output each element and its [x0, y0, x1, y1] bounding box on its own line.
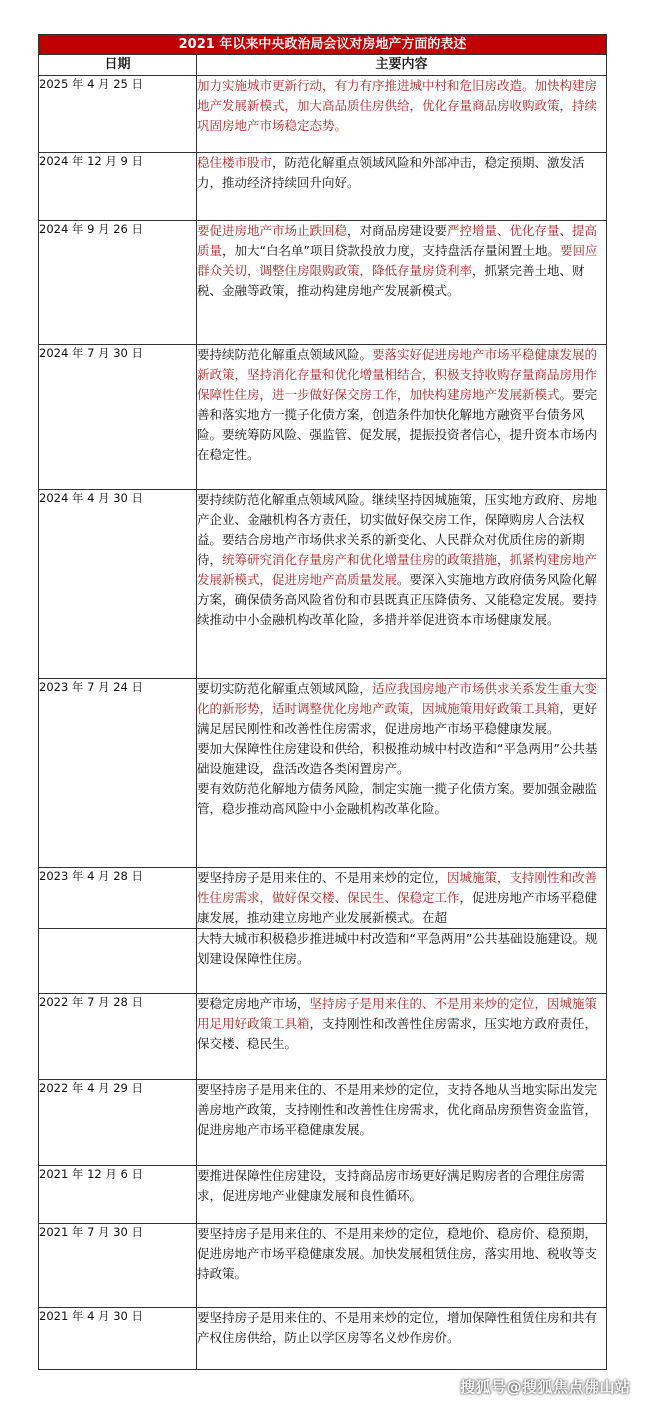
highlighted-text: 要回应群众关切，调整住房限购政策，降低存量房贷利率	[197, 243, 598, 278]
row-content	[197, 221, 607, 345]
highlighted-text: 加力实施城市更新行动，有力有序推进城中村和危旧房改造。加快构建房地产发展新模式，加大高品质住房供给，优化存量商品房收购政策，持续巩固房地产市场稳定态势。	[197, 78, 598, 133]
highlighted-text: 坚持房子是用来住的、不是用来炒的定位，因城施策用足用好政策工具箱	[197, 996, 598, 1031]
date-column-header: 日期	[39, 55, 197, 76]
highlighted-text: 要促进房地产市场止跌回稳	[197, 223, 348, 238]
plain-text: 要持续防范化解重点领域风险。继续坚持因城施策，压实地方政府、房地产企业、金融机构各方责任，切实做好保交房工作，保障购房人合法权益。要结合房地产市场供求关系的新变化、人民群众对优质住房的新期待，	[197, 492, 598, 567]
row-content	[197, 868, 607, 929]
row-date: 2021 年 7 月 30 日	[39, 1224, 197, 1308]
plain-text: 要坚持房子是用来住的、不是用来炒的定位，稳地价、稳房价、稳预期，促进房地产市场平稳健康发展。加快发展租赁住房，落实用地、税收等支持政策。	[197, 1226, 598, 1281]
content-paragraph	[197, 1224, 606, 1284]
header-row	[39, 55, 607, 76]
row-date: 2023 年 4 月 28 日	[39, 868, 197, 929]
table-row	[39, 868, 607, 929]
row-content	[197, 76, 607, 153]
row-content	[197, 994, 607, 1080]
plain-text: 要坚持房子是用来住的、不是用来炒的定位，	[197, 870, 448, 885]
row-date: 2021 年 12 月 6 日	[39, 1166, 197, 1224]
content-column-header: 主要内容	[197, 55, 607, 76]
highlighted-text: 要落实好促进房地产市场平稳健康发展的新政策，坚持消化存量和优化增量相结合，积极支持收购存量商品房用作保障性住房，进一步做好保交房工作，加快构建房地产发展新模式	[197, 347, 598, 402]
table-row	[39, 153, 607, 221]
row-date: 2023 年 7 月 24 日	[39, 679, 197, 868]
plain-text: ，抓紧完善土地、财税、金融等政策，推动构建房地产发展新模式。	[197, 263, 585, 298]
highlighted-text: 稳住楼市股市	[197, 155, 273, 170]
plain-text: ，更好满足居民刚性和改善性住房需求，促进房地产市场平稳健康发展。	[197, 701, 598, 736]
plain-text: 要有效防范化解地方债务风险，制定实施一揽子化债方案。要加强金融监管，稳步推动高风险中小金融机构改革化险。	[197, 781, 598, 816]
row-content	[197, 1080, 607, 1166]
content-paragraph	[197, 1166, 606, 1206]
content-paragraph	[197, 679, 606, 739]
title-row	[39, 35, 607, 55]
plain-text: ，加大“白名单”项目贷款投放力度，支持盘活存量闲置土地。	[222, 243, 560, 258]
row-date: 2024 年 9 月 26 日	[39, 221, 197, 345]
plain-text: 要切实防范化解重点领域风险，	[197, 681, 373, 696]
plain-text: 要稳定房地产市场，	[197, 996, 310, 1011]
row-content	[197, 1308, 607, 1370]
plain-text: 要坚持房子是用来住的、不是用来炒的定位，增加保障性租赁住房和共有产权住房供给，防止以学区房等名义炒作房价。	[197, 1310, 598, 1345]
table-row	[39, 929, 607, 994]
highlighted-text: 统筹研究消化存量房产和优化增量住房的政策措施，抓紧构建房地产发展新模式，促进房地产高质量发展	[197, 552, 598, 587]
content-paragraph	[197, 221, 606, 301]
table-row	[39, 1224, 607, 1308]
row-content	[197, 679, 607, 868]
row-date: 2022 年 4 月 29 日	[39, 1080, 197, 1166]
highlighted-text: 严控增量、优化存量、提高质量	[197, 223, 598, 258]
table-row	[39, 221, 607, 345]
plain-text: 要坚持房子是用来住的、不是用来炒的定位，支持各地从当地实际出发完善房地产政策，支持刚性和改善性住房需求，优化商品房预售资金监管，促进房地产市场平稳健康发展。	[197, 1082, 598, 1137]
content-paragraph	[197, 1308, 606, 1348]
row-content	[197, 1166, 607, 1224]
row-date: 2024 年 7 月 30 日	[39, 345, 197, 490]
plain-text: ，防范化解重点领域风险和外部冲击，稳定预期、激发活力，推动经济持续回升向好。	[197, 155, 585, 190]
table-row	[39, 1308, 607, 1370]
plain-text: ，促进房地产市场平稳健康发展，推动建立房地产业发展新模式。在超	[197, 890, 598, 925]
content-paragraph	[197, 868, 606, 928]
table-row	[39, 679, 607, 868]
table-row	[39, 994, 607, 1080]
highlighted-text: 适应我国房地产市场供求关系发生重大变化的新形势，适时调整优化房地产政策，因城施策用好政策工具箱	[197, 681, 598, 716]
plain-text: 要持续防范化解重点领域风险。	[197, 347, 373, 362]
content-paragraph	[197, 153, 606, 193]
table-row	[39, 490, 607, 679]
highlighted-text: 因城施策，支持刚性和改善性住房需求，做好保交楼、保民生、保稳定工作	[197, 870, 598, 905]
table-row	[39, 1080, 607, 1166]
content-paragraph	[197, 76, 606, 136]
plain-text: 要推进保障性住房建设，支持商品房市场更好满足购房者的合理住房需求，促进房地产业健康发展和良性循环。	[197, 1168, 585, 1203]
content-paragraph	[197, 779, 606, 819]
policy-table	[38, 34, 607, 1370]
content-paragraph	[197, 1080, 606, 1140]
table-row	[39, 345, 607, 490]
table-row	[39, 76, 607, 153]
row-date: 2024 年 12 月 9 日	[39, 153, 197, 221]
row-date: 2025 年 4 月 25 日	[39, 76, 197, 153]
content-paragraph	[197, 739, 606, 779]
plain-text: ，对商品房建设要	[347, 223, 448, 238]
row-date	[39, 929, 197, 994]
plain-text: 。要深入实施地方政府债务风险化解方案，确保债务高风险省份和市县既真正压降债务、又能稳定发展。要持续推动中小金融机构改革化险，多措并举促进资本市场健康发展。	[197, 572, 598, 627]
content-paragraph	[197, 490, 606, 630]
table-title: 2021 年以来中央政治局会议对房地产方面的表述	[39, 35, 607, 55]
watermark: 搜狐号@搜狐焦点佛山站	[460, 1378, 631, 1396]
row-date: 2022 年 7 月 28 日	[39, 994, 197, 1080]
row-content	[197, 929, 607, 994]
row-content	[197, 153, 607, 221]
row-date: 2021 年 4 月 30 日	[39, 1308, 197, 1370]
content-paragraph	[197, 994, 606, 1054]
plain-text: 大特大城市积极稳步推进城中村改造和“平急两用”公共基础设施建设。规划建设保障性住房。	[197, 931, 598, 966]
row-content	[197, 490, 607, 679]
table-row	[39, 1166, 607, 1224]
content-paragraph	[197, 345, 606, 465]
plain-text: 要加大保障性住房建设和供给，积极推动城中村改造和“平急两用”公共基础设施建设，盘活改造各类闲置房产。	[197, 741, 598, 776]
plain-text: 。要完善和落实地方一揽子化债方案，创造条件加快化解地方融资平台债务风险。要统筹防风险、强监管、促发展，提振投资者信心，提升资本市场内在稳定性。	[197, 387, 598, 462]
row-date: 2024 年 4 月 30 日	[39, 490, 197, 679]
content-paragraph	[197, 929, 606, 969]
plain-text: ，支持刚性和改善性住房需求，压实地方政府责任，保交楼、稳民生。	[197, 1016, 598, 1051]
row-content	[197, 1224, 607, 1308]
row-content	[197, 345, 607, 490]
